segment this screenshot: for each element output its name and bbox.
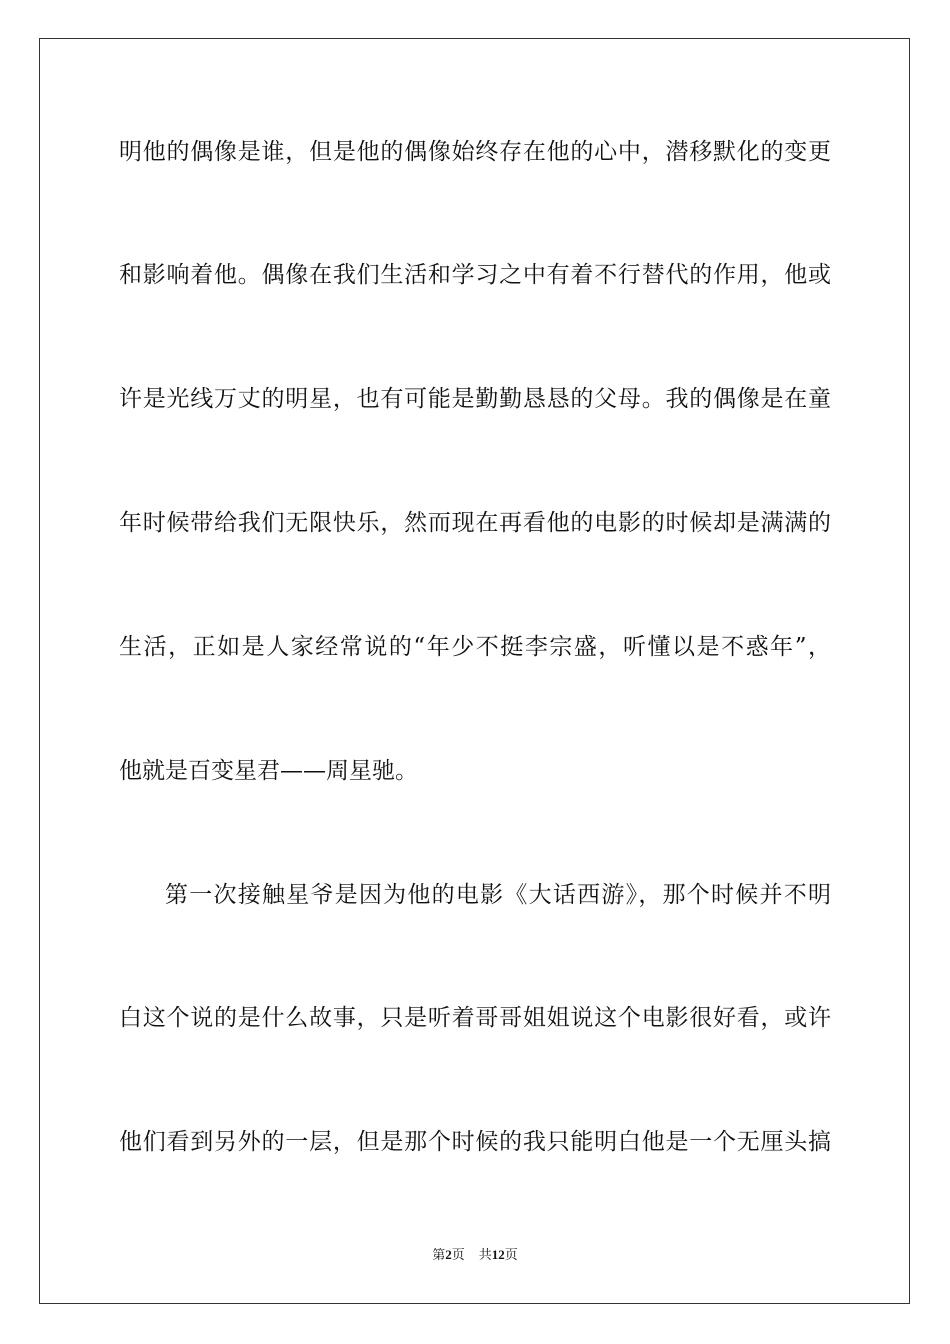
body-text-line-4: 年时候带给我们无限快乐，然而现在再看他的电影的时候却是满满的 — [119, 510, 831, 536]
body-text-line-6: 他就是百变星君——周星驰。 — [119, 758, 418, 784]
body-text-line-7: 第一次接触星爷是因为他的电影《大话西游》，那个时候并不明 — [165, 882, 831, 908]
body-text-line-2: 和影响着他。偶像在我们生活和学习之中有着不行替代的作用，他或 — [119, 262, 831, 288]
footer-page-prefix: 第 — [432, 1247, 446, 1262]
body-text-line-1: 明他的偶像是谁，但是他的偶像始终存在他的心中，潜移默化的变更 — [119, 139, 831, 165]
footer-total-pages: 12 — [491, 1247, 505, 1262]
footer-page-suffix: 页 — [451, 1247, 465, 1262]
body-text-line-8: 白这个说的是什么故事，只是听着哥哥姐姐说这个电影很好看，或许 — [119, 1005, 831, 1031]
page-footer — [0, 1246, 950, 1264]
body-text-line-3: 许是光线万丈的明星，也有可能是勤勤恳恳的父母。我的偶像是在童 — [119, 386, 831, 412]
footer-total-prefix: 共 — [478, 1247, 492, 1262]
footer-page-number: 2 — [445, 1247, 452, 1262]
footer-total-suffix: 页 — [504, 1247, 518, 1262]
page-border — [39, 38, 910, 1304]
body-text-line-5: 生活，正如是人家经常说的“年少不挺李宗盛，听懂以是不惑年”， — [119, 634, 831, 660]
body-text-line-9: 他们看到另外的一层，但是那个时候的我只能明白他是一个无厘头搞 — [119, 1129, 831, 1155]
